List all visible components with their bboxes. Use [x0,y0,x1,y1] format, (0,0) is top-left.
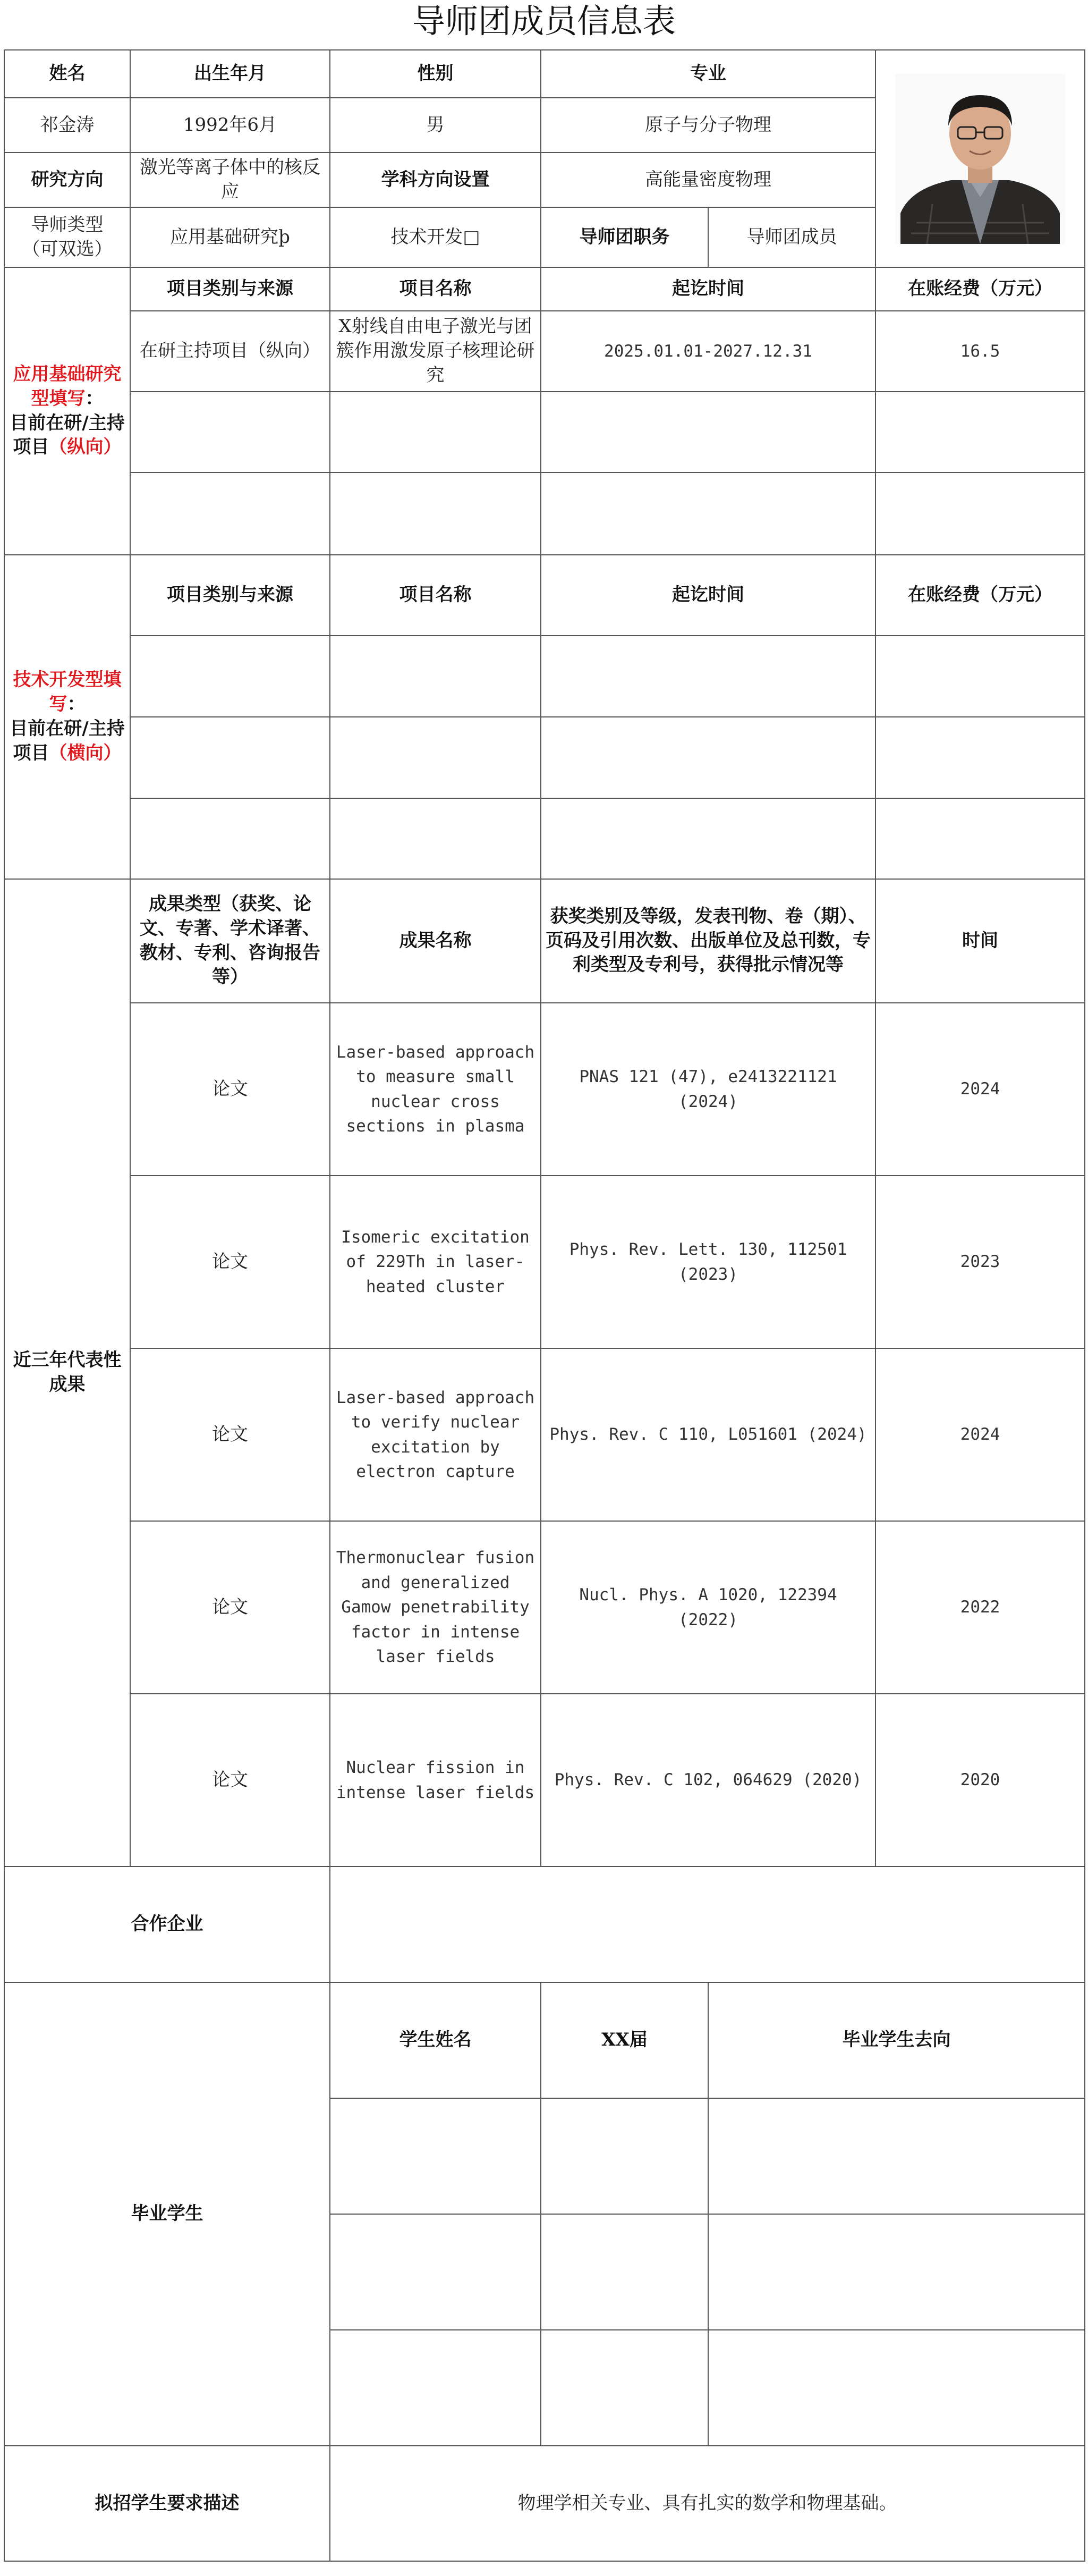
major-label: 专业 [541,50,876,98]
applied-col-name: 项目名称 [330,267,541,311]
research-label: 研究方向 [4,153,130,207]
gender-label: 性别 [330,50,541,98]
requirements-value: 物理学相关专业、具有扎实的数学和物理基础。 [330,2446,1085,2561]
ach-detail: PNAS 121 (47), e2413221121 (2024) [541,1003,876,1176]
tech-side-label: 技术开发型填写： 目前在研/主持项目（横向） [4,555,130,879]
type-tech: 技术开发□ [330,207,541,267]
tech-col-name: 项目名称 [330,555,541,636]
table-row [4,311,1085,392]
ach-type: 论文 [130,1521,330,1694]
ach-name: Isomeric excitation of 229Th in laser-heated cluster [330,1176,541,1348]
grad-col-dest: 毕业学生去向 [708,1982,1085,2098]
grad-col-class: XX届 [541,1982,708,2098]
birth-label: 出生年月 [130,50,330,98]
portrait-photo [895,74,1065,244]
project-name: X射线自由电子激光与团簇作用激发原子核理论研究 [330,311,541,392]
ach-type: 论文 [130,1176,330,1348]
discipline-value: 高能量密度物理 [541,153,876,207]
ach-col-time: 时间 [876,879,1085,1003]
ach-time: 2024 [876,1348,1085,1521]
tech-col-source: 项目类别与来源 [130,555,330,636]
ach-name: Nuclear fission in intense laser fields [330,1694,541,1866]
mentor-type-label: 导师类型 （可双选） [4,207,130,267]
research-value: 激光等离子体中的核反应 [130,153,330,207]
applied-col-funds: 在账经费（万元） [876,267,1085,311]
ach-name: Thermonuclear fusion and generalized Gamow penetrability factor in intense laser fields [330,1521,541,1694]
partner-value [330,1866,1085,1982]
ach-detail: Phys. Rev. C 110, L051601 (2024) [541,1348,876,1521]
table-row [4,1176,1085,1348]
gender-value: 男 [330,98,541,153]
ach-col-detail: 获奖类别及等级，发表刊物、卷（期）、页码及引用次数、出版单位及总刊数，专利类型及专利号，获得批示情况等 [541,879,876,1003]
project-funds: 16.5 [876,311,1085,392]
graduates-label: 毕业学生 [4,1982,330,2446]
birth-value: 1992年6月 [130,98,330,153]
ach-type: 论文 [130,1694,330,1866]
ach-type: 论文 [130,1003,330,1176]
info-table [4,49,1085,2562]
table-row [4,1521,1085,1694]
ach-col-name: 成果名称 [330,879,541,1003]
ach-name: Laser-based approach to measure small nuclear cross sections in plasma [330,1003,541,1176]
table-row [4,1348,1085,1521]
table-row [4,636,1085,717]
table-row [4,392,1085,472]
ach-name: Laser-based approach to verify nuclear excitation by electron capture [330,1348,541,1521]
ach-time: 2024 [876,1003,1085,1176]
ach-time: 2022 [876,1521,1085,1694]
grad-col-name: 学生姓名 [330,1982,541,2098]
team-role-label: 导师团职务 [541,207,708,267]
ach-col-type: 成果类型（获奖、论文、专著、学术译著、教材、专利、咨询报告等） [130,879,330,1003]
ach-detail: Nucl. Phys. A 1020, 122394 (2022) [541,1521,876,1694]
photo-cell [876,50,1085,267]
ach-time: 2020 [876,1694,1085,1866]
partner-label: 合作企业 [4,1866,330,1982]
tech-col-period: 起讫时间 [541,555,876,636]
discipline-label: 学科方向设置 [330,153,541,207]
name-value: 祁金涛 [4,98,130,153]
table-row [4,472,1085,555]
page-title: 导师团成员信息表 [412,2,676,40]
ach-time: 2023 [876,1176,1085,1348]
type-applied: 应用基础研究þ [130,207,330,267]
major-value: 原子与分子物理 [541,98,876,153]
name-label: 姓名 [4,50,130,98]
table-row [4,717,1085,798]
applied-col-source: 项目类别与来源 [130,267,330,311]
ach-detail: Phys. Rev. Lett. 130, 112501 (2023) [541,1176,876,1348]
table-row [4,1694,1085,1866]
applied-col-period: 起讫时间 [541,267,876,311]
table-row [4,1003,1085,1176]
ach-type: 论文 [130,1348,330,1521]
requirements-label: 拟招学生要求描述 [4,2446,330,2561]
ach-detail: Phys. Rev. C 102, 064629 (2020) [541,1694,876,1866]
table-row [4,798,1085,879]
project-period: 2025.01.01-2027.12.31 [541,311,876,392]
tech-col-funds: 在账经费（万元） [876,555,1085,636]
project-source: 在研主持项目（纵向） [130,311,330,392]
team-role-value: 导师团成员 [708,207,876,267]
achievements-side-label: 近三年代表性成果 [4,879,130,1866]
applied-side-label: 应用基础研究型填写： 目前在研/主持项目（纵向） [4,267,130,555]
mentor-type-note: （可双选） [22,238,113,260]
